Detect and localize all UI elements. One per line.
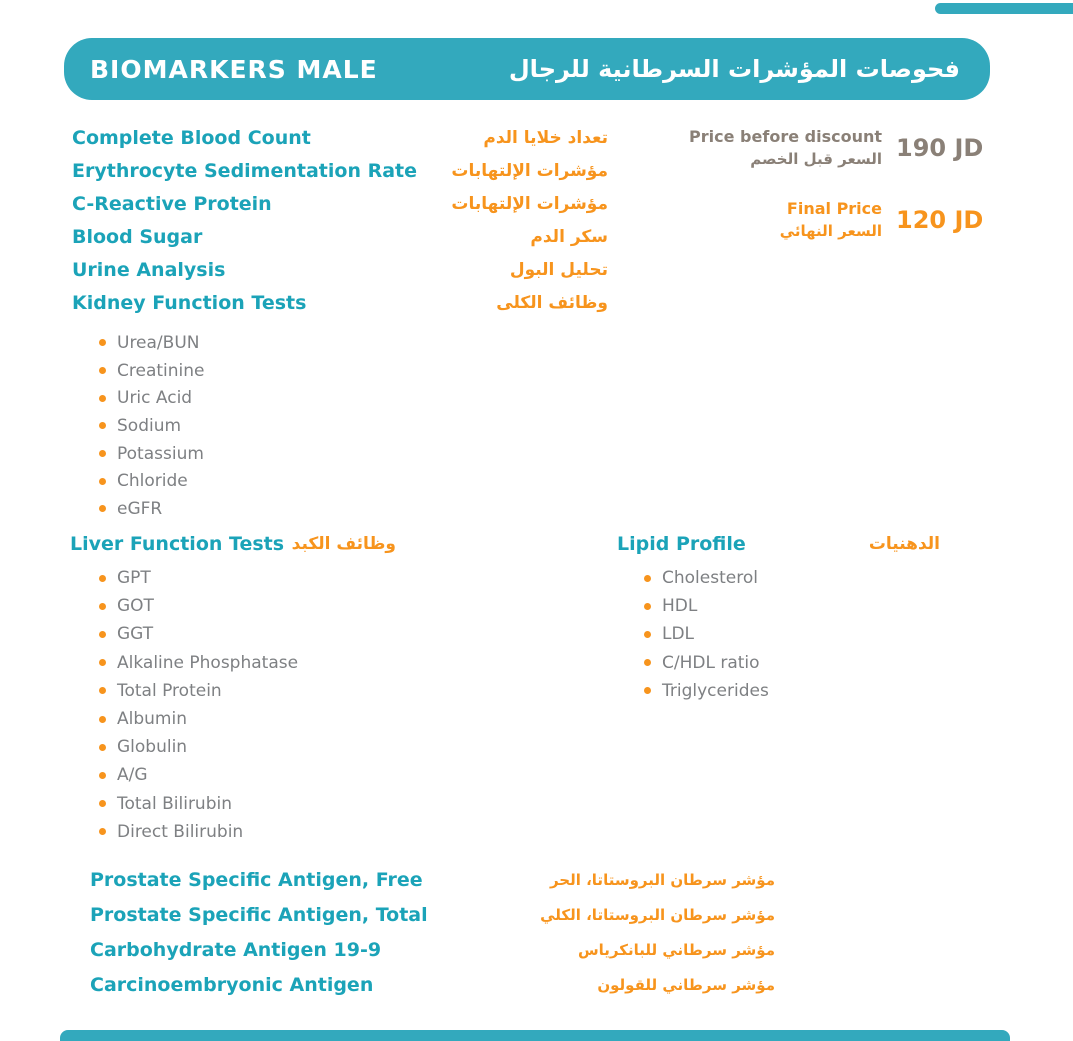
list-item — [99, 384, 204, 412]
list-item-label: Creatinine — [117, 360, 205, 381]
list-item — [99, 733, 298, 761]
bullet-dot-icon — [99, 716, 106, 723]
list-item-label: Total Bilirubin — [117, 793, 232, 814]
bullet-dot-icon — [99, 450, 106, 457]
marker-name-english: Carcinoembryonic Antigen — [90, 973, 374, 996]
list-item-label: GPT — [117, 568, 151, 589]
test-row — [72, 154, 608, 187]
lipid-title-arabic: الدهنيات — [868, 534, 940, 554]
final-price-value: 120 JD — [896, 206, 984, 234]
lipid-title-english: Lipid Profile — [617, 533, 746, 555]
list-item-label: Triglycerides — [662, 680, 769, 701]
bullet-dot-icon — [99, 478, 106, 485]
bullet-dot-icon — [99, 367, 106, 374]
list-item — [99, 564, 298, 592]
test-name-arabic: مؤشرات الإلتهابات — [451, 160, 608, 181]
list-item-label: Urea/BUN — [117, 332, 200, 353]
lipid-profile-header — [617, 531, 940, 557]
list-item — [99, 440, 204, 468]
list-item — [99, 761, 298, 789]
list-item — [99, 620, 298, 648]
lipid-profile-sublist — [644, 564, 769, 705]
list-item-label: Direct Bilirubin — [117, 821, 244, 842]
marker-name-english: Prostate Specific Antigen, Total — [90, 903, 428, 926]
list-item-label: LDL — [662, 624, 695, 645]
list-item-label: A/G — [117, 765, 148, 786]
list-item — [99, 495, 204, 523]
final-price-label-arabic: السعر النهائي — [779, 222, 882, 240]
bullet-dot-icon — [644, 687, 651, 694]
test-name-arabic: وظائف الكلى — [496, 292, 608, 313]
kidney-function-sublist — [99, 329, 204, 523]
liver-function-header — [70, 531, 396, 557]
test-name-arabic: مؤشرات الإلتهابات — [451, 193, 608, 214]
test-name-arabic: تحليل البول — [509, 259, 608, 280]
test-name-arabic: تعداد خلايا الدم — [483, 127, 608, 148]
bullet-dot-icon — [99, 422, 106, 429]
list-item-label: Globulin — [117, 737, 188, 758]
test-name-english: Urine Analysis — [72, 258, 226, 281]
section-header-bar — [64, 38, 990, 100]
list-item — [99, 357, 204, 385]
marker-name-arabic: مؤشر سرطاني للبانكرياس — [577, 940, 775, 959]
list-item — [99, 818, 298, 846]
final-price-row — [670, 198, 992, 242]
main-test-list — [72, 121, 608, 319]
marker-name-arabic: مؤشر سرطان البروستاتا، الحر — [549, 870, 775, 889]
top-right-decorative-bar — [935, 3, 1073, 14]
marker-name-english: Carbohydrate Antigen 19-9 — [90, 938, 382, 961]
final-price-label-english: Final Price — [786, 199, 882, 218]
bullet-dot-icon — [644, 631, 651, 638]
test-name-english: Blood Sugar — [72, 225, 203, 248]
list-item-label: Potassium — [117, 443, 204, 464]
bullet-dot-icon — [99, 575, 106, 582]
list-item — [644, 592, 769, 620]
liver-function-sublist — [99, 564, 298, 846]
test-row — [72, 253, 608, 286]
list-item-label: Albumin — [117, 709, 187, 730]
list-item — [644, 649, 769, 677]
bullet-dot-icon — [99, 603, 106, 610]
price-before-discount-label-arabic: السعر قبل الخصم — [750, 150, 882, 168]
bullet-dot-icon — [99, 800, 106, 807]
marker-row — [90, 862, 775, 897]
list-item-label: Uric Acid — [117, 388, 193, 409]
marker-name-arabic: مؤشر سرطاني للقولون — [597, 975, 775, 994]
bullet-dot-icon — [644, 603, 651, 610]
list-item — [644, 564, 769, 592]
marker-row — [90, 932, 775, 967]
list-item — [99, 649, 298, 677]
bullet-dot-icon — [99, 631, 106, 638]
bullet-dot-icon — [99, 505, 106, 512]
price-before-discount-value: 190 JD — [896, 134, 984, 162]
list-item — [99, 592, 298, 620]
marker-name-arabic: مؤشر سرطان البروستاتا، الكلي — [540, 905, 775, 924]
test-name-arabic: سكر الدم — [530, 226, 608, 247]
bullet-dot-icon — [99, 828, 106, 835]
list-item — [644, 677, 769, 705]
section-title-arabic: فحوصات المؤشرات السرطانية للرجال — [508, 55, 960, 83]
cancer-marker-list — [90, 862, 775, 1002]
price-before-discount-label-english: Price before discount — [689, 127, 882, 146]
list-item — [99, 467, 204, 495]
list-item — [644, 620, 769, 648]
list-item-label: Chloride — [117, 471, 188, 492]
price-before-discount-labels — [689, 126, 882, 170]
list-item — [99, 412, 204, 440]
bullet-dot-icon — [644, 659, 651, 666]
bottom-decorative-bar — [60, 1030, 1010, 1041]
test-name-english: C-Reactive Protein — [72, 192, 272, 215]
list-item-label: Alkaline Phosphatase — [117, 652, 299, 673]
list-item-label: GOT — [117, 596, 154, 617]
bullet-dot-icon — [644, 575, 651, 582]
marker-row — [90, 967, 775, 1002]
bullet-dot-icon — [99, 339, 106, 346]
list-item — [99, 705, 298, 733]
bullet-dot-icon — [99, 687, 106, 694]
list-item — [99, 790, 298, 818]
list-item-label: C/HDL ratio — [662, 652, 760, 673]
test-row — [72, 220, 608, 253]
list-item-label: eGFR — [117, 498, 163, 519]
test-name-english: Erythrocyte Sedimentation Rate — [72, 159, 418, 182]
bullet-dot-icon — [99, 744, 106, 751]
test-row — [72, 187, 608, 220]
price-before-discount-row — [670, 126, 992, 170]
list-item — [99, 329, 204, 357]
bullet-dot-icon — [99, 659, 106, 666]
liver-title-arabic: وظائف الكبد — [291, 534, 396, 554]
list-item-label: HDL — [662, 596, 698, 617]
section-title-english: BIOMARKERS MALE — [90, 54, 378, 84]
test-row — [72, 121, 608, 154]
final-price-labels — [780, 198, 882, 242]
bullet-dot-icon — [99, 395, 106, 402]
marker-row — [90, 897, 775, 932]
list-item-label: Total Protein — [117, 680, 222, 701]
list-item-label: Cholesterol — [662, 568, 758, 589]
price-block — [670, 126, 992, 242]
list-item-label: GGT — [117, 624, 154, 645]
bullet-dot-icon — [99, 772, 106, 779]
test-name-english: Kidney Function Tests — [72, 291, 307, 314]
test-name-english: Complete Blood Count — [72, 126, 311, 149]
list-item-label: Sodium — [117, 415, 182, 436]
liver-title-english: Liver Function Tests — [70, 533, 285, 555]
test-row — [72, 286, 608, 319]
marker-name-english: Prostate Specific Antigen, Free — [90, 868, 423, 891]
list-item — [99, 677, 298, 705]
